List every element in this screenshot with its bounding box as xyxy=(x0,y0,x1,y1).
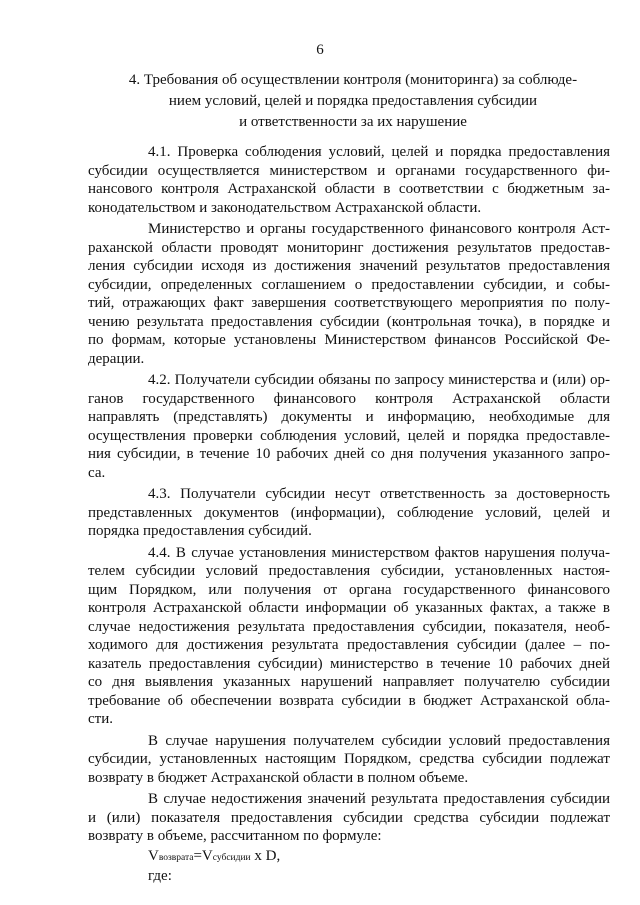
text-line: нансового контроля Астраханской области в соответствии с бюджетным за- xyxy=(88,181,610,197)
formula-sub-subsidii: субсидии xyxy=(212,852,251,863)
text-line: по формам, которые установлены Министерством финансов Российской Фе- xyxy=(88,332,610,348)
text-line: чению результата предоставления субсидии (контрольная точка), в порядке и xyxy=(88,313,610,330)
section-heading xyxy=(118,70,588,133)
text-line: требование об обеспечении возврата субсидии в бюджет Астраханской обла- xyxy=(88,692,610,709)
refund-formula xyxy=(88,846,610,866)
page-number: 6 xyxy=(316,42,324,58)
formula-tail: x D, xyxy=(250,847,281,864)
heading-line: и ответственности за их нарушение xyxy=(239,114,467,130)
text-line: со дня выявления указанных нарушений направляет получателю субсидии xyxy=(88,674,610,690)
text-line: субсидии, установленных настоящим Порядком, средства субсидии подлежат xyxy=(88,751,610,767)
text-line: телем субсидии условий предоставления субсидии, установленных настоя- xyxy=(88,563,610,579)
text-line: дерации. xyxy=(88,350,145,367)
text-line: контроля Астраханской области информации об указанных фактах, а также в xyxy=(88,600,610,616)
text-line: возврату в бюджет Астраханской области в полном объеме. xyxy=(88,769,469,786)
text-line: Министерство и органы государственного финансового контроля Аст- xyxy=(148,221,610,237)
text-line: 4.2. Получатели субсидии обязаны по запросу министерства и (или) ор- xyxy=(148,372,610,388)
body-text xyxy=(88,143,610,886)
text-line: ходимого для достижения результата предоставления субсидии (далее – по- xyxy=(88,637,610,653)
text-line: тий, отражающих факт завершения соответствующего мероприятия по полу- xyxy=(88,295,610,311)
text-line: случае недостижения результата предоставления субсидии, показателя, необ- xyxy=(88,618,610,635)
text-line: В случае недостижения значений результата предоставления субсидии xyxy=(148,791,610,807)
paragraph-monitoring xyxy=(88,220,610,368)
text-line: сти. xyxy=(88,711,113,727)
text-line: субсидии, определенных соглашением о предоставлении субсидии, и собы- xyxy=(88,276,610,293)
text-line: представленных документов (информации), соблюдение условий, целей и xyxy=(88,504,610,521)
paragraph-violation xyxy=(88,732,610,788)
text-line: са. xyxy=(88,464,106,481)
paragraph-4-1 xyxy=(88,143,610,217)
paragraph-non-achievement xyxy=(88,790,610,846)
heading-line: 4. Требования об осуществлении контроля (мониторинга) за соблюде- xyxy=(128,72,578,88)
formula-equals-v: =V xyxy=(193,847,213,864)
paragraph-4-2 xyxy=(88,371,610,482)
text-line: направлять (представлять) документы и информацию, необходимые для xyxy=(88,409,610,425)
paragraph-4-3 xyxy=(88,485,610,541)
heading-line: нием условий, целей и порядка предоставления субсидии xyxy=(168,93,538,109)
text-line: В случае нарушения получателем субсидии условий предоставления xyxy=(148,732,610,749)
text-line: щим Порядком, или получения от органа государственного финансового xyxy=(88,581,610,598)
text-line: раханской области проводят мониторинг достижения результатов предостав- xyxy=(88,239,610,256)
where-label: где: xyxy=(148,867,172,884)
text-line: конодательством и законодательством Астраханской области. xyxy=(88,199,482,216)
text-line: порядка предоставления субсидий. xyxy=(88,523,312,539)
text-line: и (или) показателя предоставления субсидии средства субсидии подлежат xyxy=(88,809,610,826)
paragraph-4-4 xyxy=(88,544,610,729)
text-line: осуществления проверки соблюдения условий, целей и порядка предоставле- xyxy=(88,427,610,444)
text-line: ления субсидии исходя из достижения значений результатов предоставления xyxy=(88,258,610,274)
text-line: возврату в объеме, рассчитанном по формуле: xyxy=(88,828,382,844)
formula-sub-vozvrata: возврата xyxy=(158,852,194,863)
text-line: 4.1. Проверка соблюдения условий, целей и порядка предоставления xyxy=(148,144,610,160)
text-line: ганов государственного финансового контроля Астраханской области xyxy=(88,390,610,407)
formula-v: V xyxy=(148,847,159,864)
text-line: 4.4. В случае установления министерством фактов нарушения получа- xyxy=(148,544,610,561)
text-line: казатель предоставления субсидии) министерство в течение 10 рабочих дней xyxy=(88,655,610,672)
text-line: ния субсидии, в течение 10 рабочих дней со дня получения указанного запро- xyxy=(88,446,610,462)
text-line: субсидии осуществляется министерством и органами государственного фи- xyxy=(88,162,610,179)
text-line: 4.3. Получатели субсидии несут ответственность за достоверность xyxy=(148,486,610,502)
